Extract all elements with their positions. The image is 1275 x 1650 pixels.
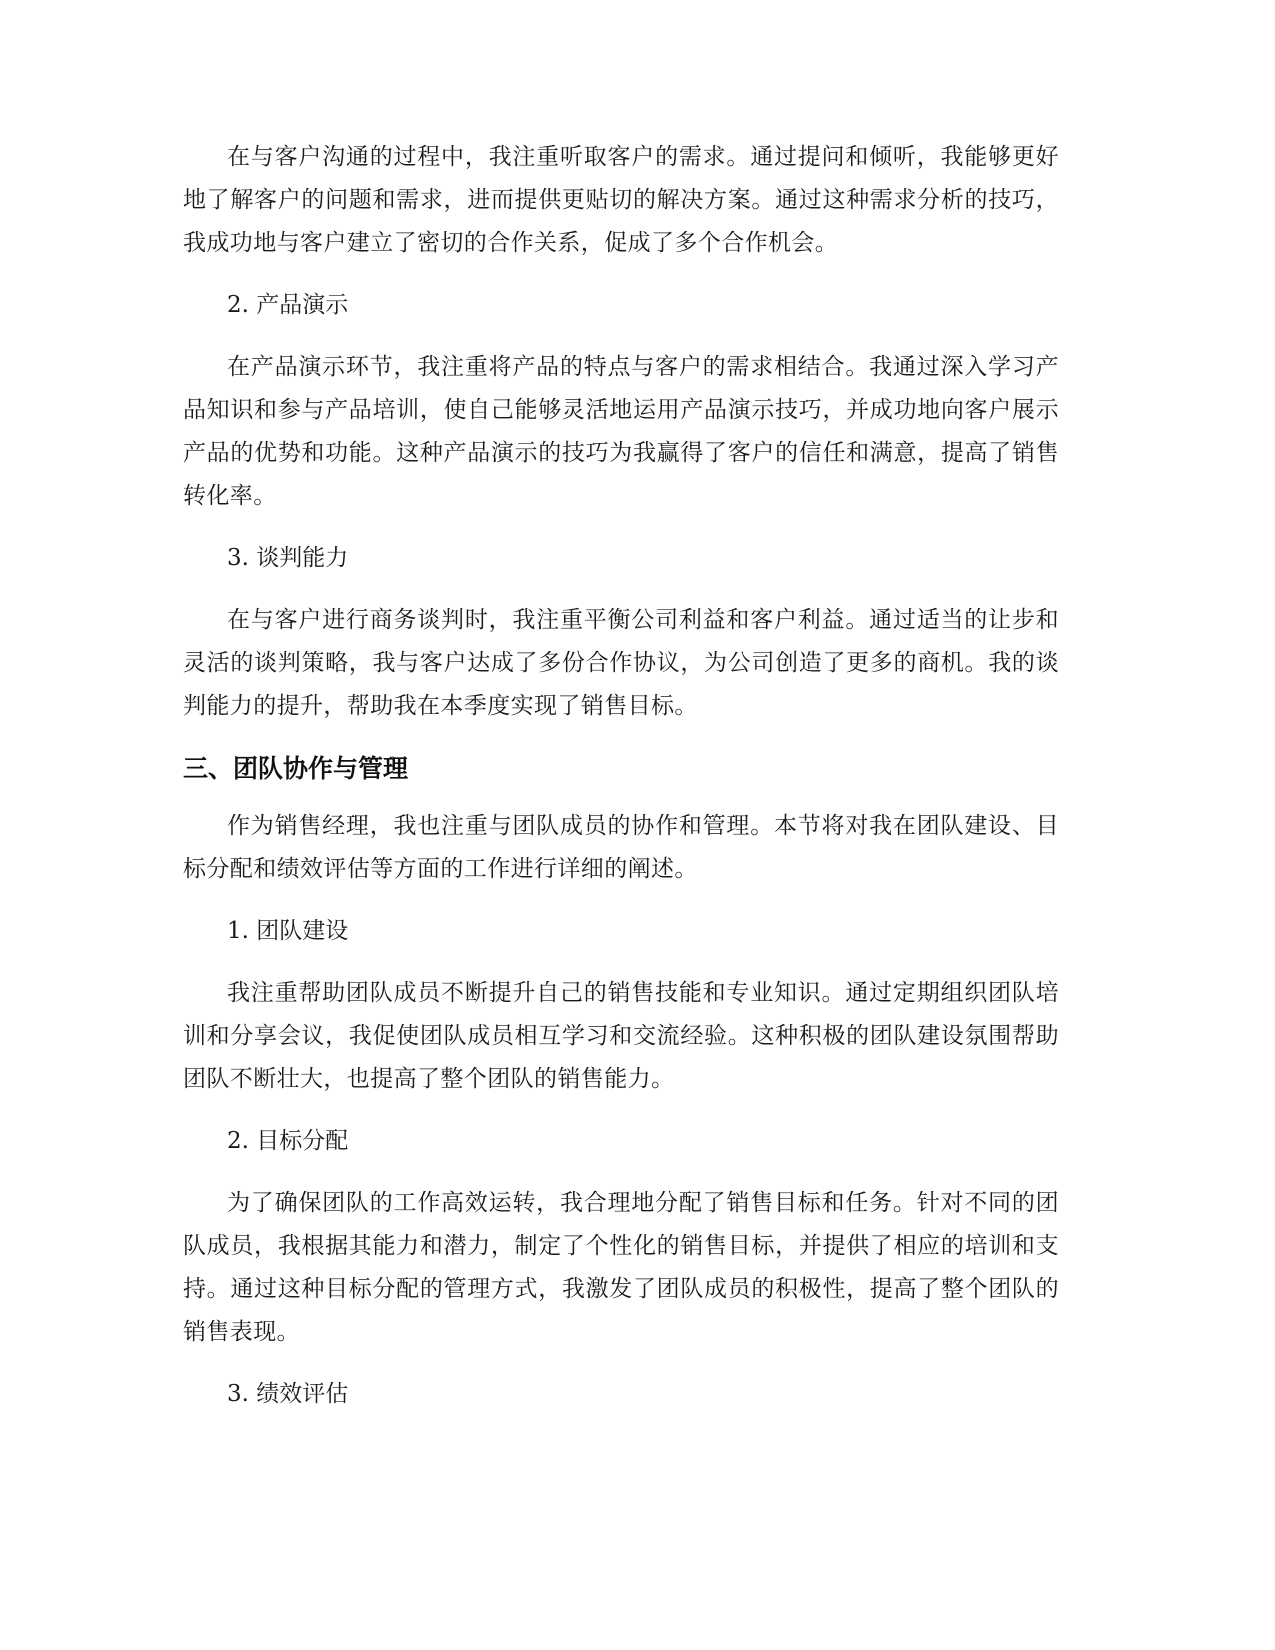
subheading-performance-review: 3. 绩效评估	[227, 1381, 349, 1407]
paragraph-customer-needs: 在与客户沟通的过程中，我注重听取客户的需求。通过提问和倾听，我能够更好地了解客户的问题和需求，进而提供更贴切的解决方案。通过这种需求分析的技巧，我成功地与客户建立了密切的合作关系，促成了多个合作机会。	[183, 144, 1059, 256]
subheading-goal-allocation: 2. 目标分配	[227, 1128, 349, 1154]
subheading-negotiation: 3. 谈判能力	[227, 545, 349, 571]
paragraph-goal-allocation: 为了确保团队的工作高效运转，我合理地分配了销售目标和任务。针对不同的团队成员，我根据其能力和潜力，制定了个性化的销售目标，并提供了相应的培训和支持。通过这种目标分配的管理方式，我激发了团队成员的积极性，提高了整个团队的销售表现。	[183, 1190, 1059, 1345]
paragraph-team-intro: 作为销售经理，我也注重与团队成员的协作和管理。本节将对我在团队建设、目标分配和绩效评估等方面的工作进行详细的阐述。	[183, 813, 1059, 882]
section-heading-team: 三、团队协作与管理	[183, 754, 409, 783]
paragraph-team-building: 我注重帮助团队成员不断提升自己的销售技能和专业知识。通过定期组织团队培训和分享会议，我促使团队成员相互学习和交流经验。这种积极的团队建设氛围帮助团队不断壮大，也提高了整个团队的销售能力。	[183, 980, 1059, 1092]
document-page	[183, 136, 1059, 1435]
subheading-team-building: 1. 团队建设	[227, 918, 349, 944]
subheading-product-demo: 2. 产品演示	[227, 292, 349, 318]
paragraph-product-demo: 在产品演示环节，我注重将产品的特点与客户的需求相结合。我通过深入学习产品知识和参与产品培训，使自己能够灵活地运用产品演示技巧，并成功地向客户展示产品的优势和功能。这种产品演示的技巧为我赢得了客户的信任和满意，提高了销售转化率。	[183, 354, 1059, 509]
paragraph-negotiation: 在与客户进行商务谈判时，我注重平衡公司利益和客户利益。通过适当的让步和灵活的谈判策略，我与客户达成了多份合作协议，为公司创造了更多的商机。我的谈判能力的提升，帮助我在本季度实现了销售目标。	[183, 607, 1059, 719]
